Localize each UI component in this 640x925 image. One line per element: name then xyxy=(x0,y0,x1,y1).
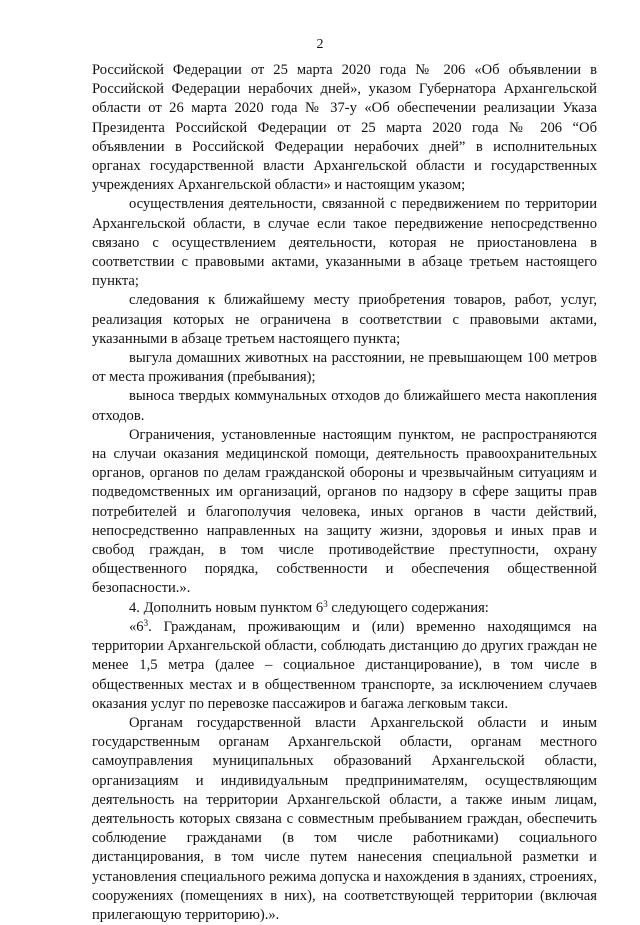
paragraph-decree-reference: Российской Федерации от 25 марта 2020 года № 206 «Об объявлении в Российской Федерации нерабочих дней», указом Губернатора Архангельской области от 26 марта 2020 года № 37-у «Об обеспечении реализации Указа Президента Российской Федерации от 25 марта 2020 года № 206 “Об объявлении в Российской Федерации нерабочих дней” в исполнительных органах государственной власти Архангельской области и государственных учреждениях Архангельской области» и настоящим указом; xyxy=(92,62,597,194)
paragraph-amendment-item-4 xyxy=(92,599,597,618)
paragraph-exceptions: Ограничения, установленные настоящим пунктом, не распространяются на случаи оказания медицинской помощи, деятельность правоохранительных органов, органов по делам гражданской обороны и чрезвычайным ситуациям и подведомственных им организаций, органов по надзору в сфере защиты прав потребителей и благополучия человека, иных органов в части действий, непосредственно направленных на защиту жизни, здоровья и иных прав и свобод граждан, в том числе противодействие преступности, охрану общественного порядка, собственности и обеспечения общественной безопасности.». xyxy=(92,426,597,597)
paragraph-organizations-duty: Органам государственной власти Архангельской области и иным государственным органам Архангельской области, органам местного самоуправления муниципальных образований Архангельской области, организациям и индивидуальным предпринимателям, осуществляющим деятельность на территории Архангельской области, а также иным лицам, деятельность которых связана с совместным пребыванием граждан, обеспечить соблюдение гражданами (в том числе работниками) социального дистанцирования, в том числе путем нанесения специальной разметки и установления специального режима допуска и нахождения в зданиях, строениях, сооружениях (помещениях в них), на соответствующей территории (включая прилегающую территорию).». xyxy=(92,714,598,923)
amendment-superscript: 3 xyxy=(323,598,328,609)
distancing-text-before: «6 xyxy=(129,618,144,635)
paragraph-shopping: следования к ближайшему месту приобретения товаров, работ, услуг, реализация которых не ограничена в соответствии с правовыми актами, указанными в абзаце третьем настоящего пункта; xyxy=(92,292,597,347)
paragraph-waste-disposal: выноса твердых коммунальных отходов до ближайшего места накопления отходов. xyxy=(92,388,597,424)
paragraph-activity-movement: осуществления деятельности, связанной с передвижением по территории Архангельской области, в случае если такое передвижение непосредственно связано с осуществлением деятельности, которая не приостановлена в соответствии с правовыми актами, указанными в абзаце третьем настоящего пункта; xyxy=(92,196,597,290)
amendment-text-before: 4. Дополнить новым пунктом 6 xyxy=(129,599,324,616)
document-body xyxy=(92,61,597,925)
paragraph-pet-walking: выгула домашних животных на расстоянии, не превышающем 100 метров от места проживания (пребывания); xyxy=(92,350,597,386)
page-number: 2 xyxy=(316,37,324,52)
paragraph-social-distancing xyxy=(92,618,597,714)
distancing-superscript: 3 xyxy=(143,617,149,628)
amendment-text-after: следующего содержания: xyxy=(327,599,489,616)
distancing-text-after: . Гражданам, проживающим и (или) временно находящимся на территории Архангельской области, соблюдать дистанцию до других граждан не менее 1,5 метра (далее – социальное дистанцирование), в том числе в общественных местах и в общественном транспорте, за исключением случаев оказания услуг по перевозке пассажиров и багажа легковым такси. xyxy=(92,618,597,712)
